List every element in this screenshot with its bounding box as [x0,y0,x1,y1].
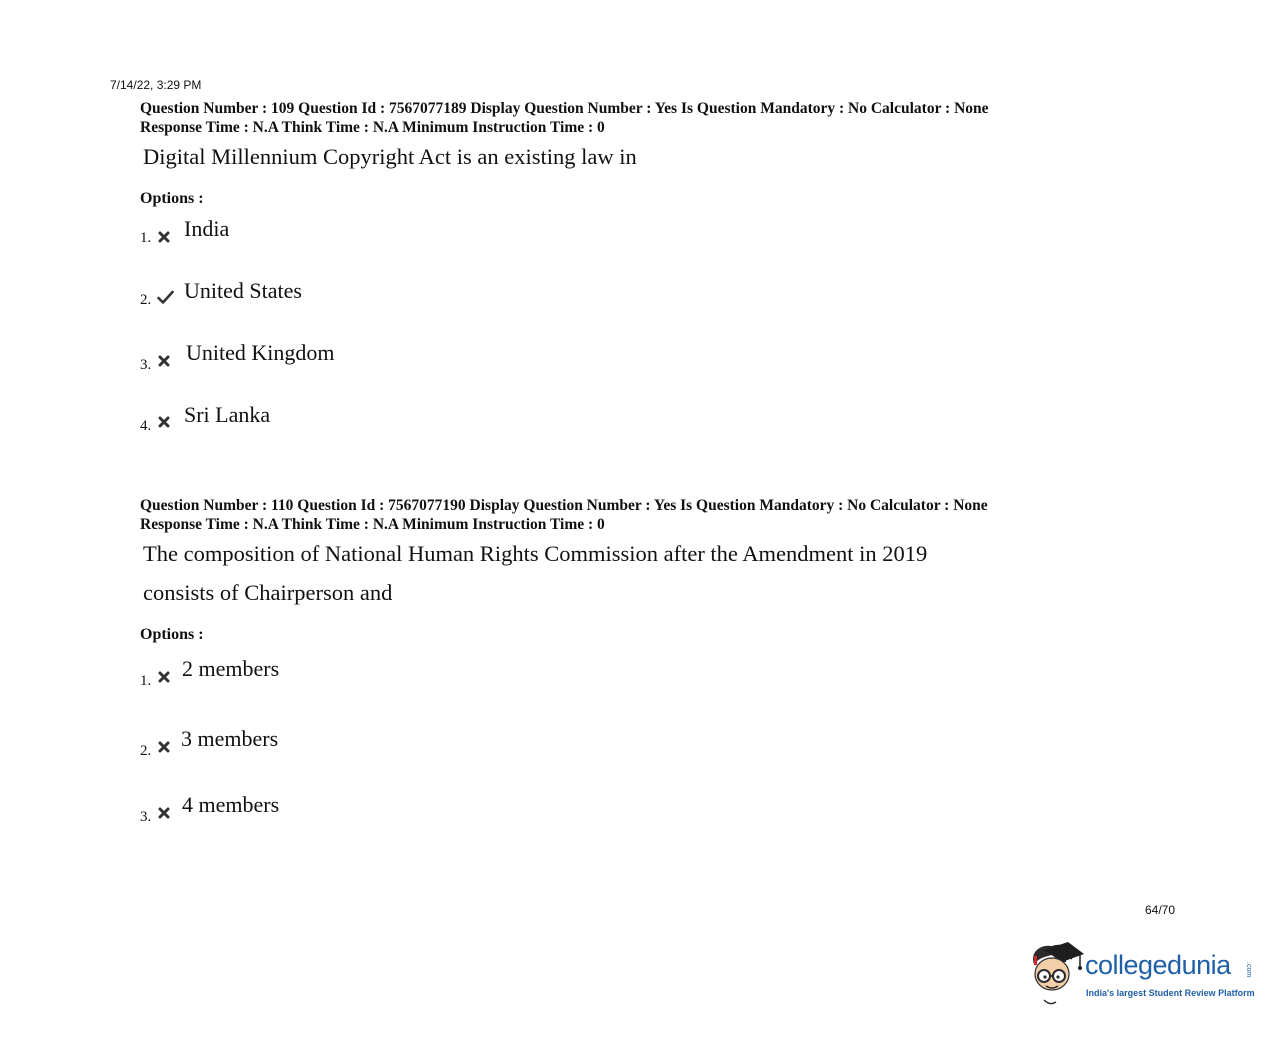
option-number: 3. [140,357,152,373]
question-meta [140,99,1140,137]
option-text: 2 members [182,656,280,681]
option-item [140,216,1140,278]
option-number: 2. [140,743,152,759]
logo-name: collegedunia [1085,950,1231,980]
question-text [143,534,1140,612]
option-text: Sri Lanka [184,402,271,427]
option-text: 4 members [182,792,280,817]
page-number: 64/70 [1145,903,1176,917]
check-icon [157,290,171,304]
logo-tagline: India's largest Student Review Platform [1086,988,1255,998]
mascot-icon [1022,938,1086,1008]
question-block [140,99,1140,464]
option-number: 3. [140,809,152,825]
cross-icon [158,355,172,369]
options-label: Options : [140,190,204,207]
option-number: 4. [140,418,152,434]
option-number: 2. [140,292,152,308]
option-text: United States [184,278,302,303]
options-label: Options : [140,626,204,643]
question-meta-line: Question Number : 109 Question Id : 7567077189 Display Question Number : Yes Is Question Mandatory : No Calculator : None [140,100,989,117]
options-list [140,216,1140,464]
cross-icon [158,741,172,755]
option-text: India [184,216,230,241]
option-number: 1. [140,673,152,689]
question-meta-line: Question Number : 110 Question Id : 7567077190 Display Question Number : Yes Is Question Mandatory : No Calculator : None [140,497,988,514]
options-list [140,656,1140,866]
print-timestamp: 7/14/22, 3:29 PM [110,78,202,92]
option-item [140,278,1140,340]
cross-icon [158,671,172,685]
logo-dotcom: .com [1245,962,1252,978]
question-meta-line: Response Time : N.A Think Time : N.A Minimum Instruction Time : 0 [140,119,605,136]
cross-icon [158,807,172,821]
cross-icon [158,416,172,430]
question-block [140,496,1140,866]
question-text: Digital Millennium Copyright Act is an existing law in [143,144,637,169]
cross-icon [158,231,172,245]
question-text-line: The composition of National Human Rights Commission after the Amendment in 2019 [143,541,928,566]
option-item [140,656,1140,726]
option-item [140,726,1140,796]
option-number: 1. [140,230,152,246]
collegedunia-logo [1022,938,1262,1010]
option-item [140,340,1140,402]
option-text: United Kingdom [186,340,335,365]
question-meta-line: Response Time : N.A Think Time : N.A Minimum Instruction Time : 0 [140,516,605,533]
option-text: 3 members [181,726,279,751]
question-meta [140,496,1140,534]
option-item [140,792,1140,866]
question-text-line: consists of Chairperson and [143,580,393,605]
option-item [140,402,1140,464]
